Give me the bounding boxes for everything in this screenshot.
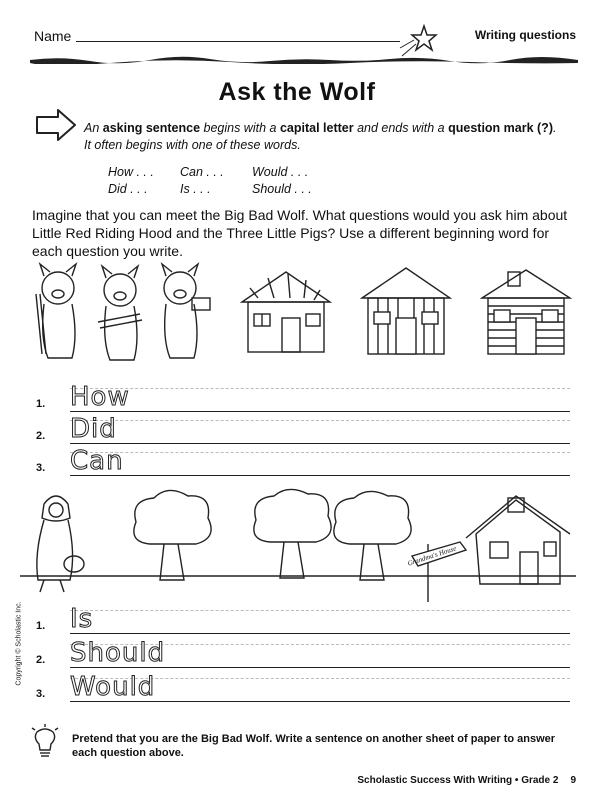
pig-3 <box>162 264 210 358</box>
series-label: Scholastic Success With Writing • Grade 2 <box>357 775 559 786</box>
tree-3 <box>334 491 411 580</box>
red-riding-hood <box>37 496 84 592</box>
topic-label: Writing questions <box>474 28 576 42</box>
question-line-4[interactable]: 1. Is <box>36 604 570 634</box>
pig-2 <box>98 266 142 360</box>
stick-house <box>362 268 450 354</box>
question-line-6[interactable]: 3. Would <box>36 672 570 702</box>
sign-label: Grandma's House <box>406 544 458 568</box>
question-line-2[interactable]: 2. Did <box>36 414 570 444</box>
traced-word: Would <box>70 672 156 702</box>
pig-1 <box>36 264 76 358</box>
grandmas-house <box>466 496 570 584</box>
traced-word: Should <box>70 638 166 668</box>
name-line[interactable] <box>76 41 400 42</box>
red-riding-hood-illustration <box>20 484 576 614</box>
tip-text: Pretend that you are the Big Bad Wolf. Write a sentence on another sheet of paper to answer each question above. <box>72 733 556 759</box>
tree-1 <box>134 490 211 580</box>
footer <box>357 775 576 786</box>
brick-house <box>482 270 570 354</box>
starter-words: How . . . Can . . . Would . . . Did . . . Is . . . Should . . . <box>108 165 312 196</box>
page-number: 9 <box>570 775 576 786</box>
question-line-3[interactable]: 3. Can <box>36 446 570 476</box>
rule-text: An asking sentence begins with a capital letter and ends with a question mark (?). It often begins with one of these words. <box>84 121 557 152</box>
lightbulb-icon <box>30 724 60 760</box>
traced-word: Can <box>70 446 124 476</box>
copyright: Copyright © Scholastic Inc. <box>15 601 23 686</box>
traced-word: Did <box>70 414 117 444</box>
arrow-icon <box>34 108 78 142</box>
question-line-1[interactable]: 1. How <box>36 382 570 412</box>
straw-house <box>242 272 330 352</box>
name-label: Name <box>34 28 72 44</box>
traced-word: Is <box>70 604 94 634</box>
prompt-text: Imagine that you can meet the Big Bad Wolf. What questions would you ask him about Little Red Riding Hood and the Three Little Pigs? Use a different beginning word for each question you write. <box>32 207 568 259</box>
tree-2 <box>254 489 331 578</box>
page-title: Ask the Wolf <box>218 78 376 106</box>
star-icon <box>398 24 438 60</box>
question-line-5[interactable]: 2. Should <box>36 638 570 668</box>
header-divider <box>30 56 578 64</box>
traced-word: How <box>70 382 130 412</box>
pigs-and-houses-illustration <box>28 258 576 378</box>
